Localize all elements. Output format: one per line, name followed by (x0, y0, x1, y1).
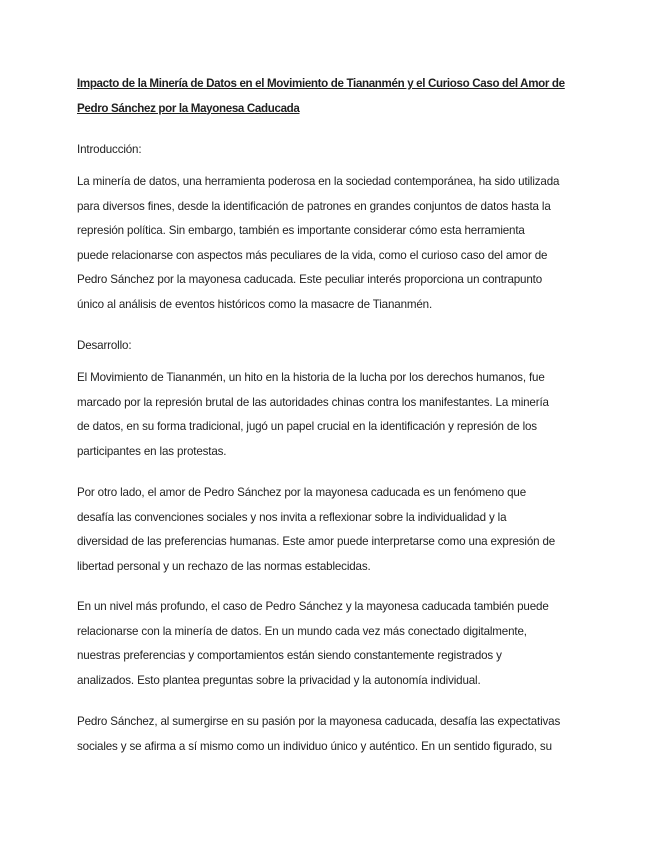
section-heading-desarrollo: Desarrollo: (77, 339, 132, 352)
title-line: Impacto de la Minería de Datos en el Movimiento de Tiananmén y el Curioso Caso del Amor de (77, 77, 565, 90)
paragraph-line: marcado por la represión brutal de las autoridades chinas contra los manifestantes. La minería (77, 395, 549, 409)
paragraph-desarrollo-3 (77, 595, 582, 693)
paragraph-line: En un nivel más profundo, el caso de Pedro Sánchez y la mayonesa caducada también puede (77, 600, 549, 613)
paragraph-line: analizados. Esto plantea preguntas sobre la privacidad y la autonomía individual. (77, 673, 481, 687)
paragraph-line: Pedro Sánchez por la mayonesa caducada. Este peculiar interés proporciona un contrapunto (77, 273, 543, 287)
paragraph-line: único al análisis de eventos históricos como la masacre de Tiananmén. (77, 297, 433, 311)
paragraph-line: diversidad de las preferencias humanas. Este amor puede interpretarse como una expresión de (77, 535, 556, 549)
paragraph-line: La minería de datos, una herramienta poderosa en la sociedad contemporánea, ha sido utilizada (77, 175, 560, 188)
paragraph-introduccion (77, 170, 582, 318)
paragraph-line: libertad personal y un rechazo de las normas establecidas. (77, 559, 371, 573)
paragraph-desarrollo-1 (77, 366, 582, 464)
paragraph-line: represión política. Sin embargo, también es importante considerar cómo esta herramienta (77, 224, 525, 238)
paragraph-line: puede relacionarse con aspectos más peculiares de la vida, como el curioso caso del amor de (77, 248, 548, 262)
title-line: Pedro Sánchez por la Mayonesa Caducada (77, 101, 300, 115)
paragraph-line: de datos, en su forma tradicional, jugó un papel crucial en la identificación y represión de los (77, 420, 537, 434)
paragraph-line: Por otro lado, el amor de Pedro Sánchez por la mayonesa caducada es un fenómeno que (77, 486, 527, 499)
section-heading-introduccion: Introducción: (77, 143, 142, 156)
paragraph-line: sociales y se afirma a sí mismo como un individuo único y auténtico. En un sentido figurado, su (77, 739, 552, 753)
paragraph-line: El Movimiento de Tiananmén, un hito en la historia de la lucha por los derechos humanos, fue (77, 371, 545, 384)
document-title (77, 72, 587, 121)
paragraph-line: relacionarse con la minería de datos. En un mundo cada vez más conectado digitalmente, (77, 624, 527, 638)
paragraph-desarrollo-2 (77, 481, 582, 579)
paragraph-line: desafía las convenciones sociales y nos invita a reflexionar sobre la individualidad y la (77, 510, 507, 524)
paragraph-line: para diversos fines, desde la identificación de patrones en grandes conjuntos de datos hasta la (77, 199, 551, 213)
paragraph-line: nuestras preferencias y comportamientos están siendo constantemente registrados y (77, 649, 502, 663)
paragraph-desarrollo-4 (77, 710, 582, 759)
paragraph-line: participantes en las protestas. (77, 444, 227, 458)
paragraph-line: Pedro Sánchez, al sumergirse en su pasión por la mayonesa caducada, desafía las expectativas (77, 715, 561, 728)
